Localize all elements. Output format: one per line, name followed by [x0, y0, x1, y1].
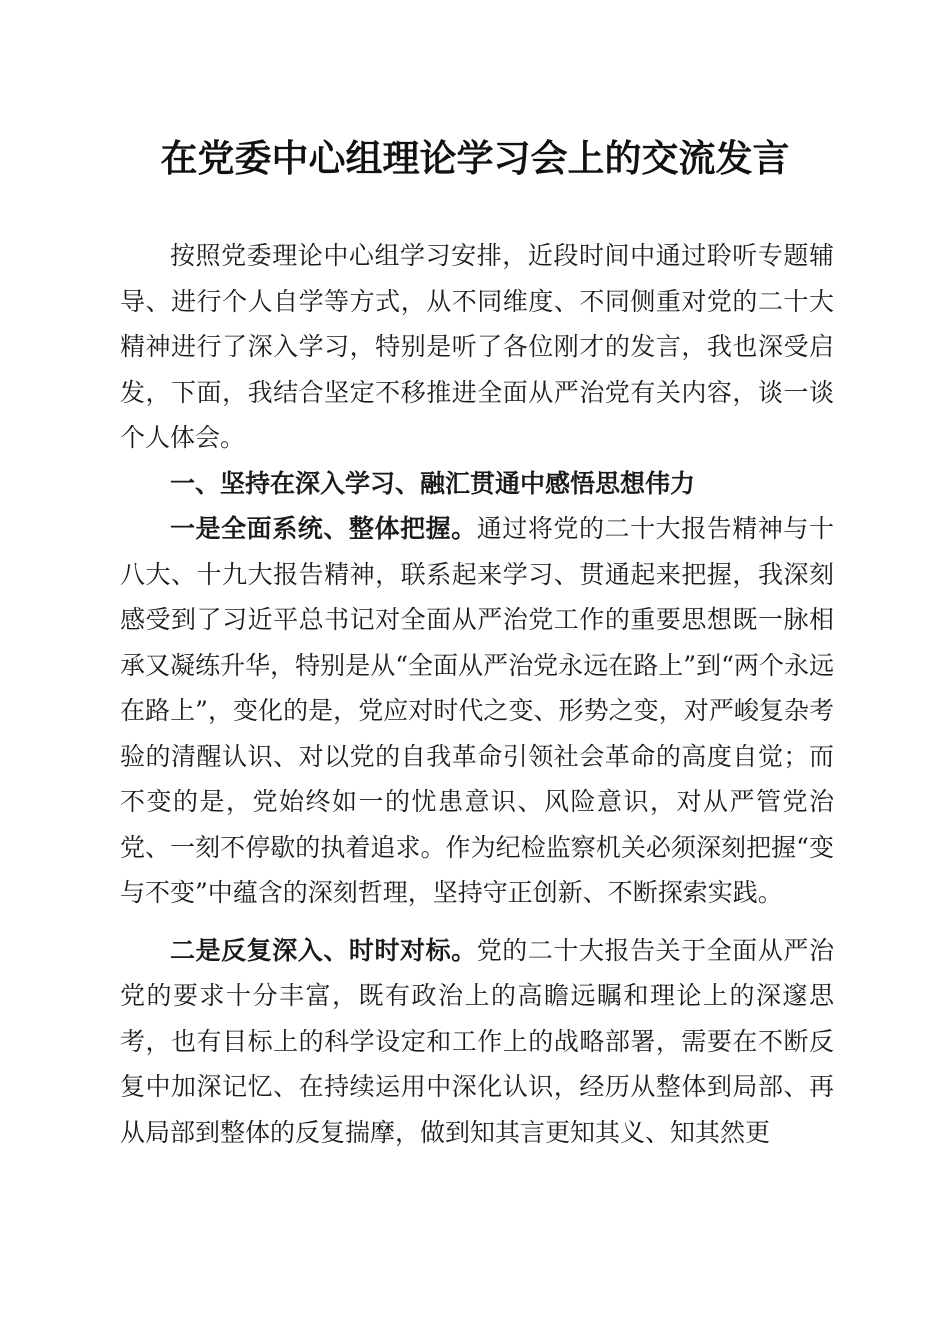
- intro-paragraph: 按照党委理论中心组学习安排，近段时间中通过聆听专题辅导、进行个人自学等方式，从不同维度、不同侧重对党的二十大精神进行了深入学习，特别是听了各位刚才的发言，我也深受启发，下面，我结合坚定不移推进全面从严治党有关内容，谈一谈个人体会。: [120, 241, 834, 452]
- point-text-2: 党的二十大报告关于全面从严治党的要求十分丰富，既有政治上的高瞻远瞩和理论上的深邃思考，也有目标上的科学设定和工作上的战略部署，需要在不断反复中加深记忆、在持续运用中深化认识，经历从整体到局部、再从局部到整体的反复揣摩，做到知其言更知其义、知其然更: [120, 935, 834, 1147]
- document-title: 在党委中心组理论学习会上的交流发言: [160, 136, 790, 180]
- point-text-1: 通过将党的二十大报告精神与十八大、十九大报告精神，联系起来学习、贯通起来把握，我深刻感受到了习近平总书记对全面从严治党工作的重要思想既一脉相承又凝练升华，特别是从“全面从严治党永远在路上”到“两个永远在路上”，变化的是，党应对时代之变、形势之变，对严峻复杂考验的清醒认识、对以党的自我革命引领社会革命的高度自觉；而不变的是，党始终如一的忧患意识、风险意识，对从严管党治党、一刻不停歇的执着追求。作为纪检监察机关必须深刻把握“变与不变”中蕴含的深刻哲理，坚持守正创新、不断探索实践。: [120, 514, 834, 907]
- point-lead-2: 二是反复深入、时时对标。: [170, 935, 477, 965]
- document-body: [120, 233, 834, 1155]
- point-lead-1: 一是全面系统、整体把握。: [170, 514, 477, 543]
- section-heading-1: 一、坚持在深入学习、融汇贯通中感悟思想伟力: [170, 468, 696, 498]
- point-paragraph-1: [120, 506, 834, 916]
- point-paragraph-2: [120, 928, 834, 1156]
